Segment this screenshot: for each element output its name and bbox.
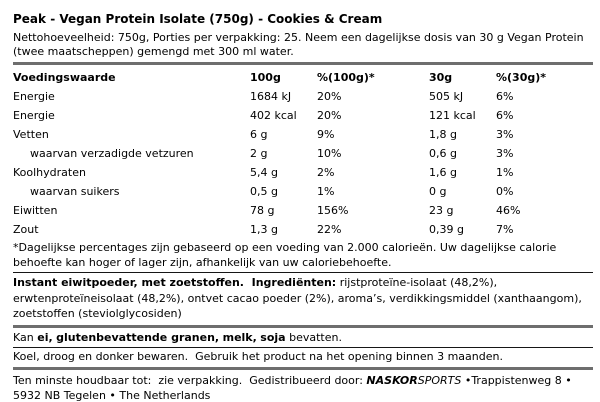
- storage-instructions: Koel, droog en donker bewaren. Gebruik het product na het opening binnen 3 maanden.: [13, 349, 503, 363]
- table-header-row: [13, 68, 593, 87]
- table-row: [13, 125, 593, 144]
- row-value-100g: 402 kcal: [250, 109, 297, 122]
- distributor-info: [13, 373, 593, 402]
- table-row: [13, 220, 593, 239]
- table-row: [13, 87, 593, 106]
- header-per-100g: 100g: [250, 71, 281, 84]
- header-pct-30g: %(30g)*: [496, 71, 547, 84]
- row-pct-100g: 156%: [317, 204, 349, 217]
- row-value-30g: 1,6 g: [429, 166, 457, 179]
- row-value-30g: 121 kcal: [429, 109, 476, 122]
- row-pct-100g: 1%: [317, 185, 335, 198]
- table-row: [13, 201, 593, 220]
- label-content: [13, 12, 593, 402]
- divider-thin: [13, 347, 593, 348]
- product-title: Peak - Vegan Protein Isolate (750g) - Cookies & Cream: [13, 12, 383, 26]
- header-nutrient: Voedingswaarde: [13, 71, 116, 84]
- row-value-100g: 2 g: [250, 147, 268, 160]
- row-pct-30g: 1%: [496, 166, 514, 179]
- row-pct-100g: 20%: [317, 90, 342, 103]
- row-label: Koolhydraten: [13, 166, 86, 179]
- row-pct-30g: 7%: [496, 223, 514, 236]
- header-per-30g: 30g: [429, 71, 453, 84]
- row-label: waarvan suikers: [30, 185, 120, 198]
- divider-thick: [13, 367, 593, 370]
- nutrition-table: [13, 68, 593, 239]
- divider-thick: [13, 325, 593, 328]
- net-quantity-and-serving-info: Nettohoeveelheid: 750g, Porties per verpakking: 25. Neem een dagelijkse dosis van 30 g Vegan Protein (twee maatscheppen) gemengd met 300 ml water.: [13, 31, 588, 58]
- row-pct-30g: 3%: [496, 147, 514, 160]
- row-pct-100g: 22%: [317, 223, 342, 236]
- row-pct-100g: 20%: [317, 109, 342, 122]
- row-pct-30g: 6%: [496, 90, 514, 103]
- row-value-100g: 6 g: [250, 128, 268, 141]
- allergen-item: melk,: [222, 330, 257, 344]
- row-pct-30g: 6%: [496, 109, 514, 122]
- allergen-post: bevatten.: [285, 330, 342, 344]
- divider-thick: [13, 62, 593, 65]
- row-value-30g: 505 kJ: [429, 90, 464, 103]
- row-value-30g: 23 g: [429, 204, 454, 217]
- divider-thin: [13, 272, 593, 273]
- row-value-30g: 0,39 g: [429, 223, 464, 236]
- row-label: Vetten: [13, 128, 49, 141]
- allergen-item: soja: [260, 330, 286, 344]
- table-row: [13, 106, 593, 125]
- row-value-100g: 1684 kJ: [250, 90, 292, 103]
- row-pct-100g: 9%: [317, 128, 335, 141]
- ingredients-lead: Instant eiwitpoeder, met zoetstoffen. Ingrediënten:: [13, 276, 337, 289]
- ingredients-list: rijstproteïne-isolaat (48,2%), erwtenproteïneisolaat (48,2%), ontvet cacao poeder (2%), aroma’s, verdikkingsmiddel (xanthaangom), zoetstoffen (steviolglycosiden): [13, 276, 586, 320]
- row-value-30g: 1,8 g: [429, 128, 457, 141]
- row-pct-100g: 2%: [317, 166, 335, 179]
- row-label: Energie: [13, 90, 55, 103]
- brand-name-bold: NASKOR: [366, 373, 418, 387]
- table-row-sub: [13, 182, 593, 201]
- row-value-30g: 0,6 g: [429, 147, 457, 160]
- row-value-100g: 5,4 g: [250, 166, 278, 179]
- row-label: Energie: [13, 109, 55, 122]
- allergen-item: ei,: [37, 330, 53, 344]
- table-row-sub: [13, 144, 593, 163]
- allergen-statement: [13, 331, 593, 345]
- row-pct-30g: 3%: [496, 128, 514, 141]
- row-pct-100g: 10%: [317, 147, 342, 160]
- header-pct-100g: %(100g)*: [317, 71, 375, 84]
- row-label: waarvan verzadigde vetzuren: [30, 147, 194, 160]
- allergen-pre: Kan: [13, 330, 38, 344]
- row-value-30g: 0 g: [429, 185, 447, 198]
- row-value-100g: 78 g: [250, 204, 275, 217]
- row-value-100g: 1,3 g: [250, 223, 278, 236]
- distributor-address: •Trappistenweg 8 • 5932 NB Tegelen • The Netherlands: [13, 373, 576, 402]
- ingredients-statement: [13, 275, 593, 322]
- row-value-100g: 0,5 g: [250, 185, 278, 198]
- row-label: Eiwitten: [13, 204, 58, 217]
- row-pct-30g: 46%: [496, 204, 521, 217]
- best-before-and-distributor-pre: Ten minste houdbaar tot: zie verpakking. Gedistribueerd door:: [13, 373, 367, 387]
- row-label: Zout: [13, 223, 39, 236]
- row-pct-30g: 0%: [496, 185, 514, 198]
- allergen-item: glutenbevattende granen,: [56, 330, 220, 344]
- table-row: [13, 163, 593, 182]
- brand-name-italic: SPORTS: [417, 373, 462, 387]
- daily-percentage-footnote: *Dagelijkse percentages zijn gebaseerd op een voeding van 2.000 calorieën. Uw dagelijkse calorie behoefte kan hoger of lager zijn, afhankelijk van uw caloriebehoefte.: [13, 241, 560, 269]
